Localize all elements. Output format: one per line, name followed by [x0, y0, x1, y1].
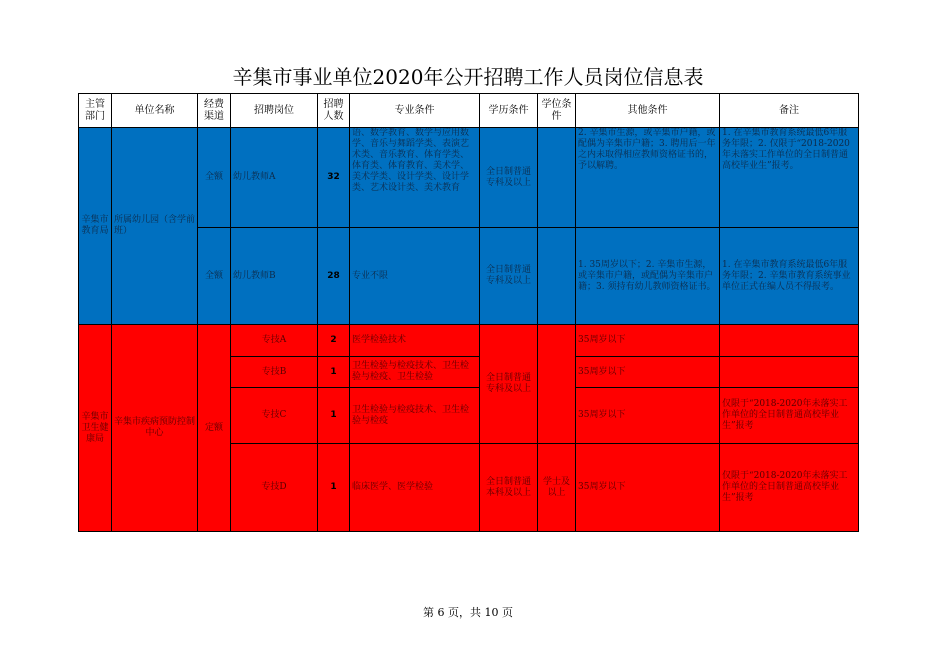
major-cell — [350, 128, 480, 228]
unit-cell: 辛集市疾病预防控制中心 — [112, 325, 198, 532]
dept-cell: 辛集市教育局 — [79, 128, 112, 325]
major-cell: 卫生检验与检疫技术、卫生检验与检疫、卫生检验 — [350, 357, 480, 388]
count-cell: 32 — [318, 128, 350, 228]
degree-cell: 学士及以上 — [538, 444, 576, 532]
header-dept: 主管部门 — [79, 94, 112, 128]
header-other: 其他条件 — [576, 94, 720, 128]
education-cell: 全日制普通专科及以上 — [480, 228, 538, 325]
remark-cell: 仅限于“2018-2020年未落实工作单位的全日制普通高校毕业生”报考 — [720, 444, 859, 532]
other-cell: 35周岁以下 — [576, 357, 720, 388]
header-count: 招聘人数 — [318, 94, 350, 128]
header-major: 专业条件 — [350, 94, 480, 128]
major-cell: 临床医学、医学检验 — [350, 444, 480, 532]
remark-text: 1. 在辛集市教育系统最低6年服务年限；2. 仅限于“2018-2020年未落实工作单位的全日制普通高校毕业生”报考。 — [722, 128, 850, 171]
other-cell: 1. 35周岁以下；2. 辛集市生源，或辛集市户籍，或配偶为辛集市户籍；3. 须持有幼儿教师资格证书。 — [576, 228, 720, 325]
education-cell: 全日制普通专科及以上 — [480, 325, 538, 444]
position-cell: 专技C — [231, 388, 318, 444]
count-cell: 2 — [318, 325, 350, 357]
header-degree: 学位条件 — [538, 94, 576, 128]
header-remark: 备注 — [720, 94, 859, 128]
page-footer: 第 6 页，共 10 页 — [423, 606, 513, 619]
page-title: 辛集市事业单位2020年公开招聘工作人员岗位信息表 — [232, 65, 704, 89]
table-row — [79, 128, 859, 228]
remark-cell: 1. 在辛集市教育系统最低6年服务年限；2. 辛集市教育系统事业单位正式在编人员不得报考。 — [720, 228, 859, 325]
header-row — [79, 94, 859, 128]
count-cell: 1 — [318, 444, 350, 532]
other-cell: 35周岁以下 — [576, 444, 720, 532]
unit-cell: 所属幼儿园（含学前班） — [112, 128, 198, 325]
remark-cell: 仅限于“2018-2020年未落实工作单位的全日制普通高校毕业生”报考 — [720, 388, 859, 444]
other-cell: 35周岁以下 — [576, 388, 720, 444]
major-cell: 专业不限 — [350, 228, 480, 325]
recruitment-table — [78, 93, 859, 532]
position-cell: 幼儿教师B — [231, 228, 318, 325]
major-text: 语、数学教育、数学与应用数学、音乐与舞蹈学类、表演艺术类、音乐教育、体育学类、体育类、体育教育、美术学、美术学类、设计学类、设计学类、艺术设计类、美术教育 — [352, 128, 470, 193]
count-cell: 1 — [318, 357, 350, 388]
position-cell: 专技D — [231, 444, 318, 532]
degree-cell — [538, 128, 576, 228]
degree-cell — [538, 325, 576, 444]
count-cell: 28 — [318, 228, 350, 325]
position-cell: 幼儿教师A — [231, 128, 318, 228]
funding-cell: 定额 — [198, 325, 231, 532]
other-cell: 35周岁以下 — [576, 325, 720, 357]
position-cell: 专技B — [231, 357, 318, 388]
other-text: 2. 辛集市生源，或辛集市户籍，或配偶为辛集市户籍；3. 聘用后一年之内未取得相应教师资格证书的，予以解聘。 — [578, 128, 716, 171]
count-cell: 1 — [318, 388, 350, 444]
funding-cell: 全额 — [198, 128, 231, 228]
table-row — [79, 325, 859, 357]
remark-cell — [720, 128, 859, 228]
major-cell: 医学检验技术 — [350, 325, 480, 357]
dept-cell: 辛集市卫生健康局 — [79, 325, 112, 532]
header-unit: 单位名称 — [112, 94, 198, 128]
education-cell: 全日制普通专科及以上 — [480, 128, 538, 228]
education-cell: 全日制普通本科及以上 — [480, 444, 538, 532]
other-cell — [576, 128, 720, 228]
header-funding: 经费渠道 — [198, 94, 231, 128]
major-cell: 卫生检验与检疫技术、卫生检验与检疫 — [350, 388, 480, 444]
position-cell: 专技A — [231, 325, 318, 357]
remark-cell — [720, 357, 859, 388]
remark-cell — [720, 325, 859, 357]
header-position: 招聘岗位 — [231, 94, 318, 128]
header-education: 学历条件 — [480, 94, 538, 128]
degree-cell — [538, 228, 576, 325]
funding-cell: 全额 — [198, 228, 231, 325]
